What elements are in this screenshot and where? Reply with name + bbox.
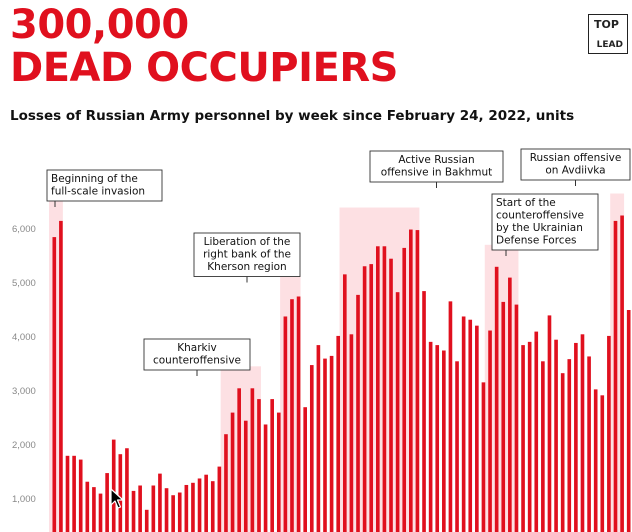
bar-week-12 xyxy=(125,448,129,532)
bar-week-53 xyxy=(396,292,400,532)
bar-week-52 xyxy=(389,259,393,532)
bar-week-59 xyxy=(435,345,439,532)
bar-week-41 xyxy=(317,345,321,532)
bar-week-1 xyxy=(52,237,56,532)
bar-week-42 xyxy=(323,359,327,532)
bar-week-37 xyxy=(290,299,294,532)
annotation-text-line: Liberation of the xyxy=(203,236,291,248)
annotation-text-line: counteroffensive xyxy=(496,209,585,222)
bar-week-62 xyxy=(455,361,459,532)
bar-week-21 xyxy=(185,485,189,532)
bar-week-30 xyxy=(244,421,248,532)
bar-week-46 xyxy=(350,334,354,532)
bar-week-15 xyxy=(145,510,149,532)
bar-week-50 xyxy=(376,246,380,532)
annotation-text-line: Russian offensive xyxy=(529,152,622,164)
bar-week-27 xyxy=(224,434,228,532)
annotation-5 xyxy=(521,149,630,186)
bar-week-39 xyxy=(303,407,307,532)
annotation-text-line: Kherson region xyxy=(207,261,287,273)
bar-week-32 xyxy=(257,399,261,532)
bar-week-70 xyxy=(508,278,512,532)
bar-week-31 xyxy=(251,388,255,532)
bar-week-8 xyxy=(99,494,103,532)
bar-week-57 xyxy=(422,291,426,532)
bar-week-25 xyxy=(211,481,215,532)
y-tick-label: 3,000 xyxy=(12,386,36,397)
annotation-text-line: on Avdiivka xyxy=(545,164,606,177)
y-tick-label: 5,000 xyxy=(12,278,36,289)
bar-week-69 xyxy=(501,302,505,532)
bar-week-60 xyxy=(442,351,446,532)
bar-week-81 xyxy=(581,334,585,532)
annotation-0 xyxy=(47,170,162,207)
bar-week-79 xyxy=(567,359,571,532)
annotation-text-line: offensive in Bakhmut xyxy=(380,166,493,179)
bar-week-35 xyxy=(277,413,281,532)
bar-week-85 xyxy=(607,336,611,532)
bar-week-3 xyxy=(66,456,70,532)
y-tick-label: 4,000 xyxy=(12,332,36,343)
annotation-text-line: Active Russian xyxy=(398,154,475,166)
y-tick-label: 1,000 xyxy=(12,494,36,505)
bar-week-68 xyxy=(495,267,499,532)
bar-week-87 xyxy=(620,216,624,532)
bar-week-86 xyxy=(614,221,618,532)
bar-week-65 xyxy=(475,326,479,532)
bar-week-6 xyxy=(85,482,89,532)
y-tick-label: 2,000 xyxy=(12,440,36,451)
bar-week-64 xyxy=(468,320,472,532)
bar-week-63 xyxy=(462,316,466,532)
annotation-3 xyxy=(370,151,503,188)
bar-week-47 xyxy=(356,295,360,532)
annotation-2 xyxy=(194,233,300,283)
bar-week-26 xyxy=(218,467,222,532)
bar-week-43 xyxy=(330,356,334,532)
bar-week-18 xyxy=(165,488,169,532)
bar-week-61 xyxy=(449,301,453,532)
bar-week-72 xyxy=(521,345,525,532)
bar-week-73 xyxy=(528,342,532,532)
bar-week-22 xyxy=(191,483,195,532)
bar-week-82 xyxy=(587,356,591,532)
bar-week-36 xyxy=(284,316,288,532)
bar-week-38 xyxy=(297,297,301,532)
bar-week-88 xyxy=(627,310,631,532)
headline-line-1: 300,000 xyxy=(10,2,189,48)
annotation-text-line: by the Ukrainian xyxy=(496,222,583,234)
y-tick-label: 6,000 xyxy=(12,224,36,235)
chart-title: Losses of Russian Army personnel by week since February 24, 2022, units xyxy=(10,108,575,124)
bar-week-77 xyxy=(554,340,558,532)
annotation-text-line: counteroffensive xyxy=(152,354,242,367)
annotation-text-line: full-scale invasion xyxy=(51,185,146,198)
annotation-4 xyxy=(492,194,598,256)
annotation-text-line: Start of the xyxy=(496,197,556,209)
bar-week-2 xyxy=(59,221,63,532)
headline-line-2: DEAD OCCUPIERS xyxy=(10,45,398,91)
bar-week-33 xyxy=(264,424,268,532)
bar-week-80 xyxy=(574,343,578,532)
bar-week-13 xyxy=(132,491,136,532)
bar-week-29 xyxy=(237,388,241,532)
annotation-text-line: Beginning of the xyxy=(51,173,138,185)
bar-week-56 xyxy=(416,230,420,532)
bar-week-55 xyxy=(409,230,413,532)
bar-week-76 xyxy=(548,315,552,532)
bar-week-67 xyxy=(488,331,492,532)
bar-week-49 xyxy=(369,264,373,532)
annotation-text-line: Defense Forces xyxy=(496,234,577,247)
bar-week-16 xyxy=(152,486,156,532)
bar-week-40 xyxy=(310,365,314,532)
bar-week-78 xyxy=(561,373,565,532)
bar-week-20 xyxy=(178,493,182,532)
bar-week-58 xyxy=(429,342,433,532)
bar-week-54 xyxy=(402,248,406,532)
annotation-text-line: right bank of the xyxy=(203,248,291,261)
logo-line-1: TOP xyxy=(594,18,619,31)
bar-week-5 xyxy=(79,460,83,532)
bar-week-19 xyxy=(171,495,175,532)
bar-week-44 xyxy=(336,336,340,532)
bar-week-74 xyxy=(534,332,538,532)
bar-week-17 xyxy=(158,474,162,532)
bar-week-9 xyxy=(105,473,109,532)
bar-week-10 xyxy=(112,440,116,532)
bar-week-14 xyxy=(138,486,142,532)
annotation-text-line: Kharkiv xyxy=(177,342,217,354)
bar-week-51 xyxy=(383,246,387,532)
bar-week-28 xyxy=(231,413,235,532)
bar-week-66 xyxy=(482,382,486,532)
bar-week-23 xyxy=(198,478,202,532)
bar-week-7 xyxy=(92,487,96,532)
logo-line-2: LEAD xyxy=(596,40,623,50)
bar-week-34 xyxy=(270,399,274,532)
bar-week-24 xyxy=(204,475,208,532)
bar-week-84 xyxy=(600,395,604,532)
bar-week-71 xyxy=(515,305,519,532)
mouse-pointer-icon xyxy=(110,488,124,510)
bar-week-83 xyxy=(594,389,598,532)
bar-week-4 xyxy=(72,456,76,532)
bar-week-45 xyxy=(343,274,347,532)
bar-week-75 xyxy=(541,361,545,532)
bar-week-48 xyxy=(363,266,367,532)
